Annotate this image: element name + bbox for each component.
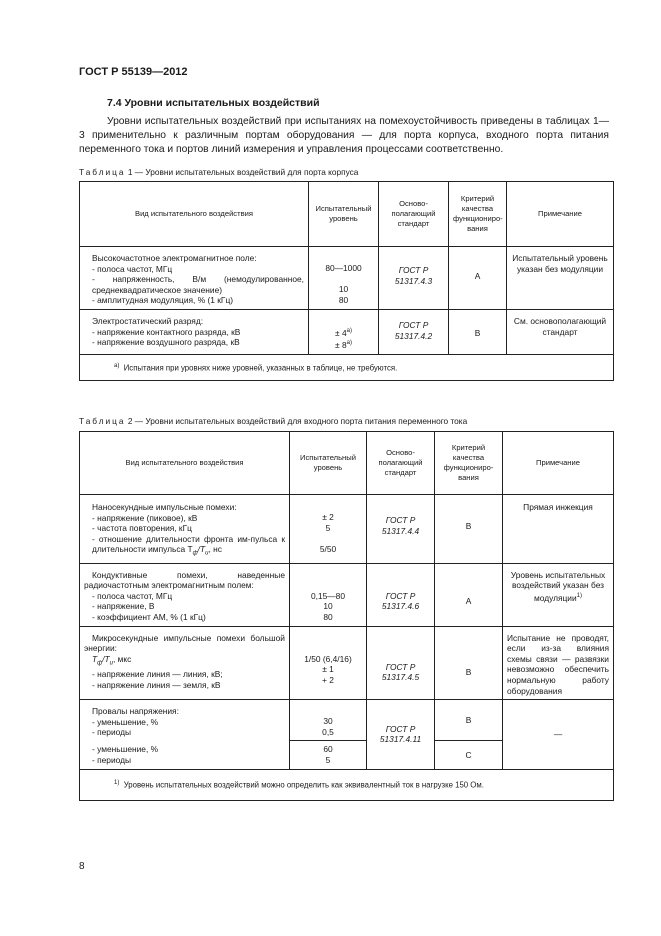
table2-r2-std: ГОСТ Р 51317.4.6	[367, 563, 435, 626]
table1-caption-word: Таблица	[79, 167, 126, 177]
table2-footnote: Уровень испытательных воздействий можно определить как эквивалентный ток в нагрузке 150 Ом.	[123, 780, 484, 790]
table2-r4-kind-a: Провалы напряжения: - уменьшение, % - периоды	[80, 700, 290, 741]
table2-r1-kind: Наносекундные импульсные помехи: - напряжение (пиковое), кВ - частота повторения, кГц - отношение длительности фронта им-пульса к длительности импульса $T_ф/T_и$, нс	[80, 495, 290, 564]
table1-r2-level: ± $4^{а)}$ ± $8^{а)}$	[309, 309, 379, 354]
table1	[79, 181, 614, 381]
table2-header-level: Испытательный уровень	[290, 432, 367, 495]
table-row	[80, 495, 614, 564]
table2-r3-kind: Микросекундные импульсные помехи большой энергии: $T_ф/T_и$, мкс - напряжение линия — линия, кВ; - напряжение линия — земля, кВ	[80, 626, 290, 700]
table1-header-note: Примечание	[507, 182, 614, 247]
table2-caption-word: Таблица	[79, 416, 126, 426]
table2-r1-level: ± 2 5 5/50	[290, 495, 367, 564]
table2-r4-crit-b: С	[435, 741, 503, 769]
table1-r2-std: ГОСТ Р 51317.4.2	[379, 309, 449, 354]
table1-r1-std: ГОСТ Р 51317.4.3	[379, 247, 449, 310]
table2-r1-note: Прямая инжекция	[503, 495, 614, 564]
table2-r3-note: Испытание не проводят, если из-за влияния схемы связи — развязки невозможно обеспечить нормальную работу оборудования	[503, 626, 614, 700]
table1-header-std: Осново-полагающий стандарт	[379, 182, 449, 247]
table2-header-note: Примечание	[503, 432, 614, 495]
table2-r2-crit: А	[435, 563, 503, 626]
table1-r1-crit: А	[449, 247, 507, 310]
table1-header-level: Испытательный уровень	[309, 182, 379, 247]
section-paragraph: Уровни испытательных воздействий при испытаниях на помехоустойчивость приведены в таблицах 1—3 применительно к различным портам оборудования — для порта корпуса, входного порта питания переменного тока и портов линий измерения и управления процессами соответственно.	[79, 116, 609, 155]
table1-r2-kind: Электростатический разряд: - напряжение контактного разряда, кВ - напряжение воздушного разряда, кВ	[80, 309, 309, 354]
section-title: 7.4 Уровни испытательных воздействий	[107, 97, 320, 109]
table1-footnote-row: $^{а)}$ Испытания при уровнях ниже уровней, указанных в таблице, не требуются.	[80, 354, 614, 380]
table1-r1-kind: Высокочастотное электромагнитное поле: - полоса частот, МГц - напряженность, В/м (немодулированное, среднеквадратическое значение) - амплитудная модуляция, % (1 кГц)	[80, 247, 309, 310]
table2-r3-crit: В	[435, 626, 503, 700]
table2-footnote-row: $^{1)}$ Уровень испытательных воздействий можно определить как эквивалентный ток в нагрузке 150 Ом.	[80, 769, 614, 800]
table1-r2-crit: В	[449, 309, 507, 354]
table2-header-crit: Критерий качества функциониро-вания	[435, 432, 503, 495]
table2-r2-kind: Кондуктивные помехи, наведенные радиочастотным электромагнитным полем: - полоса частот, МГц - напряжение, В - коэффициент АМ, % (1 кГц)	[80, 563, 290, 626]
table2-r3-std: ГОСТ Р 51317.4.5	[367, 626, 435, 700]
table1-caption-text: 1 — Уровни испытательных воздействий для порта корпуса	[125, 167, 359, 177]
page-number: 8	[79, 861, 85, 872]
table-row	[80, 700, 614, 741]
table2-r4-std: ГОСТ Р 51317.4.11	[367, 700, 435, 769]
table2-r4-level-b: 60 5	[290, 741, 367, 769]
document-header: ГОСТ Р 55139—2012	[79, 66, 188, 78]
table-row	[80, 626, 614, 700]
table2-header-kind: Вид испытательного воздействия	[80, 432, 290, 495]
table2-r1-std: ГОСТ Р 51317.4.4	[367, 495, 435, 564]
table2-r3-level: 1/50 (6,4/16) ± 1 + 2	[290, 626, 367, 700]
table2-r2-level: 0,15—80 10 80	[290, 563, 367, 626]
table2-r4-kind-b: - уменьшение, % - периоды	[80, 741, 290, 769]
table-row	[80, 309, 614, 354]
table1-footnote: Испытания при уровнях ниже уровней, указанных в таблице, не требуются.	[123, 363, 398, 373]
table-row	[80, 563, 614, 626]
table1-caption	[79, 167, 358, 177]
table1-header-kind: Вид испытательного воздействия	[80, 182, 309, 247]
table1-header-crit: Критерий качества функциониро-вания	[449, 182, 507, 247]
table1-r1-note: Испытательный уровень указан без модуляции	[507, 247, 614, 310]
table1-r1-level: 80—1000 10 80	[309, 247, 379, 310]
table2-r4-level-a: 30 0,5	[290, 700, 367, 741]
table2-r2-note: Уровень испытательных воздействий указан без модуляции$^{1)}$	[503, 563, 614, 626]
table1-r2-note: См. основополагающий стандарт	[507, 309, 614, 354]
table-row	[80, 247, 614, 310]
table2	[79, 431, 614, 801]
table2-r4-note: —	[503, 700, 614, 769]
table2-header-std: Осново-полагающий стандарт	[367, 432, 435, 495]
table2-caption-text: 2 — Уровни испытательных воздействий для входного порта питания переменного тока	[125, 416, 468, 426]
table2-r4-crit-a: В	[435, 700, 503, 741]
table2-caption	[79, 416, 467, 426]
table2-r1-crit: В	[435, 495, 503, 564]
